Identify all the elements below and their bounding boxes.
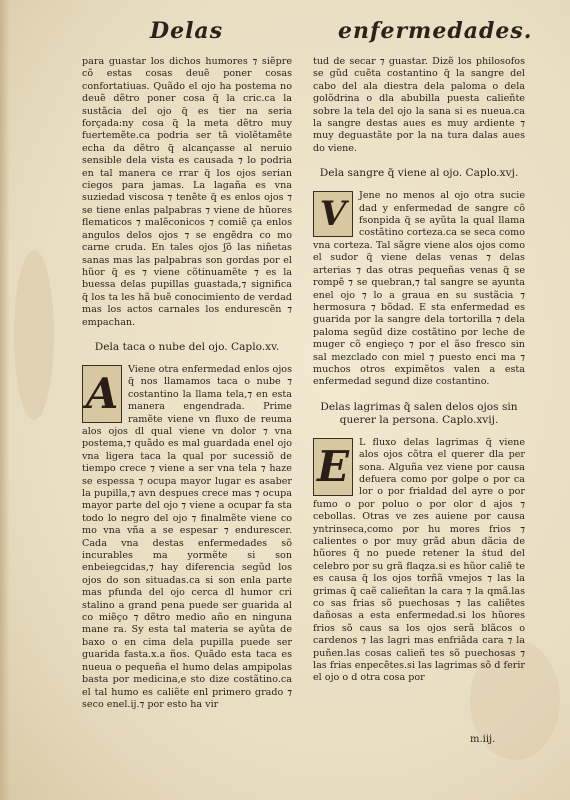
chapter-xvi-paragraph: Jene no menos al ojo otra sucie dad y enfermedad de sangre cõ fsonpida q̃ se ayũta la qual llama costãtino corteza.ca se seca como vna corteza. Tal sãgre viene alos ojos como el sudor q̃ viene delas venas ⁊ delas arterias ⁊ das otras pequeñas venas q̃ se rompẽ ⁊ se quebran,⁊ tal sangre se ayunta enel ojo ⁊ lo a graua en su sustãcia ⁊ hermosura ⁊ bõdad. E sta enfermedad es guarida por la sangre dela tortorilla ⁊ dela paloma segũd dize costãtino por leche de muger cõ engieço ⁊ por el ãso fresco sin sal mezclado con miel ⁊ puesto enci ma ⁊ muchos otros expimẽtos valen a esta enfermedad segund dize costantino. bbox=[313, 190, 525, 388]
chapter-xv-paragraph: Viene otra enfermedad enlos ojos q̃ nos llamamos taca o nube ⁊ costantino la llama tela,⁊ en esta manera engendrada. Prime ramẽte viene vn fluxo de reuma alos ojos dl qual viene vn dolor ⁊ vna postema,⁊ quãdo es mal guardada enel ojo vna ligera taca la qual por sucessiõ de tiempo crece ⁊ viene a ser vna tela ⁊ haze se espessa ⁊ ocupa mayor lugar es asaber la pupilla,⁊ avn despues crece mas ⁊ ocupa mayor parte del ojo ⁊ viene a ocupar fa sta todo lo negro del ojo ⁊ finalmẽte viene co mo vna vña a se espesar ⁊ endurescer. Cada vna destas enfermedades sõ incurables ma yormẽte si son enbeiegcidas,⁊ hay diferencia segũd los ojos do son situadas.ca si son enla parte mas pfunda del ojo cerca dl humor cri stalino a grand pena puede ser guarida al co miẽço ⁊ dẽtro medio año en ninguna mane ra. Sy esta tal materia se ayũta de baxo o en cima dela pupilla puede ser guarida fasta.x.a ños. Quãdo esta taca es nueua o pequeña el humo delas ampipolas basta por medicina,e sto dize costãtino.ca el tal humo es caliẽte enl primero grado ⁊ seco enel.ij.⁊ por esto ha vir bbox=[82, 363, 292, 710]
chapter-xvi-section bbox=[313, 190, 525, 389]
chapter-xvii-section bbox=[313, 437, 525, 685]
chapter-xvii-paragraph: L fluxo delas lagrimas q̃ viene alos ojos cõtra el querer dla per sona. Alguña vez viene por causa defuera como por golpe o por ca lor o por frialdad del ayre o por fumo o por poluo o por olor d ajos ⁊ cebollas. Otras ve zes auiene por causa yntrinseca,como por hu mores frios ⁊ calientes o por muy grãd abun dãcia de hũores q̃ no puede retener la ṡtud del celebro por su grã flaqza.si es hũor caliẽ te es causa q̃ los ojos torñã vmejos ⁊ las la grimas q̃ caẽ calieñtan la cara ⁊ la qmã.las co sas frias sõ puechosas ⁊ las caliẽtes dañosas a esta enfermedad.si los hũores frios sõ caus sa los ojos serã blãcos o cardenos ⁊ las lagri mas enfriãda cara ⁊ la puñen.las cosas calieñ tes sõ puechosas ⁊ las frias enpecẽtes.si las lagrimas sõ d ferir el ojo o d otra cosa por bbox=[313, 436, 525, 684]
chapter-heading-xvi: Dela sangre q̃ viene al ojo. Caplo.xvj. bbox=[319, 167, 519, 180]
decorated-initial-v: V bbox=[313, 191, 353, 237]
chapter-heading-xv: Dela taca o nube del ojo. Caplo.xv. bbox=[94, 340, 280, 353]
chapter-heading-xvii: Delas lagrimas q̃ salen delos ojos sin querer la persona. Caplo.xvij. bbox=[320, 400, 518, 426]
left-column bbox=[82, 56, 292, 711]
left-intro-paragraph: para guastar los dichos humores ⁊ siẽpre cõ estas cosas deuẽ poner cosas confortatiuas. Quãdo el ojo ha postema no deuẽ dẽtro poner cosa q̃ la cric.ca la sustãcia del ojo q̃ es tier na seria forçada:ny cosa q̃ la meta dẽtro muy fuertemẽte.ca podria ser tã violẽtamẽte echa da dẽtro q̃ alcançasse al neruio sensible dela vista es causada ⁊ lo podria en tal manera ce rrar q̃ los ojos serian ciegos para jamas. La lagaña es vna suziedad viscosa ⁊ tenẽte q̃ es enlos ojos ⁊ se tiene enlas palpabras ⁊ viene de hũores flematicos ⁊ malẽconicos ⁊ comiẽ ça enlos angulos delos ojos ⁊ se engẽdra co mo carne cruda. En tales ojos ʃõ las niñetas sanas mas las palpabras son gordas por el hũor q̃ es ⁊ viene cõtinuamẽte ⁊ es la buessa delas pupillas guastada,⁊ significa q̃ los ta les hã buẽ conocimiento de verdad mas los actos carnales los endurescẽn ⁊ empachan. bbox=[82, 56, 292, 328]
chapter-xv-section bbox=[82, 364, 292, 711]
decorated-initial-e: E bbox=[313, 438, 353, 496]
running-head-right: enfermedades. bbox=[338, 18, 533, 44]
decorated-initial-a: A bbox=[82, 365, 122, 423]
signature-mark: m.iij. bbox=[470, 734, 496, 745]
running-head bbox=[0, 18, 570, 46]
right-intro-paragraph: tud de secar ⁊ guastar. Dizẽ los philosofos se gũd cuẽta costantino q̃ la sangre del cabo del ala diestra dela paloma o dela golõdrina o dla abubilla puesta calieñte sobre la tela del ojo la sana si es nueua.ca la sangre destas aues es muy ardiente ⁊ muy deguastãte por la na tura dalas aues do viene. bbox=[313, 56, 525, 154]
page-gutter-shadow bbox=[0, 0, 10, 800]
paper-stain bbox=[14, 250, 54, 420]
right-column bbox=[313, 56, 525, 685]
running-head-left: Delas bbox=[150, 18, 224, 44]
